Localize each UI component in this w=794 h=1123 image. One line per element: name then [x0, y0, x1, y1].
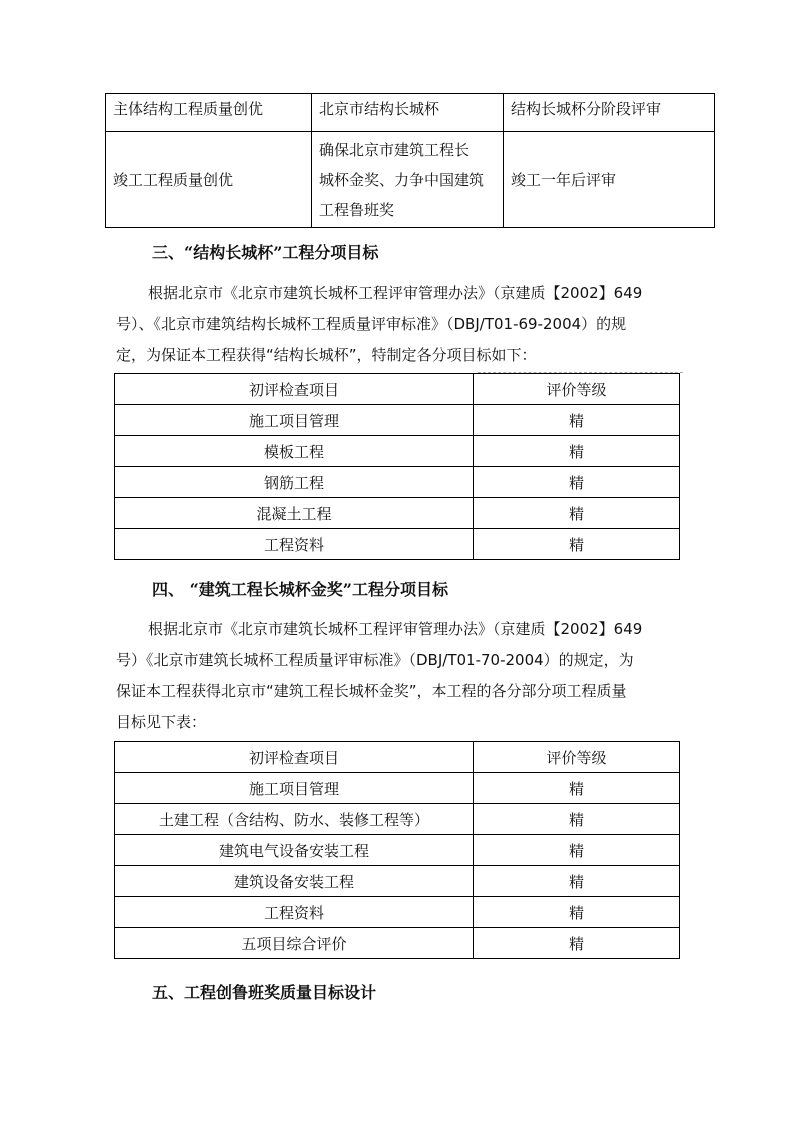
paragraph-line: 号）《北京市建筑长城杯工程质量评审标准》（DBJ/T01-70-2004）的规定，为 — [116, 651, 634, 669]
table-cell: 精 — [474, 804, 680, 835]
table-row — [106, 132, 715, 228]
table-cell: 竣工工程质量创优 — [106, 132, 312, 228]
table-cell: 模板工程 — [115, 436, 474, 467]
table-row — [115, 467, 680, 498]
table-cell: 精 — [474, 498, 680, 529]
table-cell: 竣工一年后评审 — [504, 132, 715, 228]
column-header: 初评检查项目 — [115, 374, 474, 405]
column-header: 初评检查项目 — [115, 742, 474, 773]
table-cell: 精 — [474, 897, 680, 928]
table-cell: 土建工程（含结构、防水、装修工程等） — [115, 804, 474, 835]
table-row — [115, 866, 680, 897]
table-cell: 建筑电气设备安装工程 — [115, 835, 474, 866]
paragraph-line: 目标见下表： — [116, 713, 207, 731]
table-cell: 精 — [474, 405, 680, 436]
table-cell: 钢筋工程 — [115, 467, 474, 498]
section-heading-5: 五、工程创鲁班奖质量目标设计 — [152, 983, 377, 1002]
table-header-row — [115, 742, 680, 773]
section-heading-4: 四、 “建筑工程长城杯金奖”工程分项目标 — [152, 580, 448, 599]
section-heading-3: 三、“结构长城杯”工程分项目标 — [152, 243, 379, 262]
cell-line: 城杯金奖、力争中国建筑 — [319, 170, 485, 189]
table-cell: 精 — [474, 529, 680, 560]
table-row — [115, 405, 680, 436]
table-cell-multiline — [312, 132, 504, 228]
table-row — [115, 835, 680, 866]
table-cell: 施工项目管理 — [115, 773, 474, 804]
column-header: 评价等级 — [474, 742, 680, 773]
table-row — [115, 804, 680, 835]
table-cell: 主体结构工程质量创优 — [106, 94, 312, 132]
section-paragraph-4 — [116, 614, 682, 738]
table-cell: 精 — [474, 866, 680, 897]
table-cell: 施工项目管理 — [115, 405, 474, 436]
table-cell: 精 — [474, 773, 680, 804]
paragraph-line: 定，为保证本工程获得“结构长城杯”，特制定各分项目标如下： — [116, 346, 537, 364]
table-cell: 结构长城杯分阶段评审 — [504, 94, 715, 132]
table-cell: 工程资料 — [115, 897, 474, 928]
table-cell: 混凝土工程 — [115, 498, 474, 529]
cell-line: 确保北京市建筑工程长 — [319, 140, 470, 159]
structure-grade-table — [114, 373, 680, 560]
table-cell: 工程资料 — [115, 529, 474, 560]
paragraph-line: 保证本工程获得北京市“建筑工程长城杯金奖”，本工程的各分部分项工程质量 — [116, 682, 627, 700]
section-paragraph-3 — [116, 278, 682, 371]
table-row — [115, 773, 680, 804]
table-row — [115, 498, 680, 529]
table-cell: 五项目综合评价 — [115, 928, 474, 959]
table-cell: 精 — [474, 467, 680, 498]
table-row — [115, 529, 680, 560]
table-row — [115, 436, 680, 467]
table-row — [115, 897, 680, 928]
award-goals-table — [105, 93, 715, 228]
table-cell: 精 — [474, 436, 680, 467]
table-row — [106, 94, 715, 132]
table-cell: 北京市结构长城杯 — [312, 94, 504, 132]
paragraph-line: 号）、《北京市建筑结构长城杯工程质量评审标准》（DBJ/T01-69-2004）的规 — [116, 315, 627, 333]
paragraph-line: 根据北京市《北京市建筑长城杯工程评审管理办法》（京建质【2002】649 — [148, 284, 643, 302]
table-cell: 建筑设备安装工程 — [115, 866, 474, 897]
paragraph-line: 根据北京市《北京市建筑长城杯工程评审管理办法》（京建质【2002】649 — [148, 620, 643, 638]
table-cell: 精 — [474, 835, 680, 866]
cell-line: 工程鲁班奖 — [319, 200, 395, 219]
column-header: 评价等级 — [474, 374, 680, 405]
gold-award-grade-table — [114, 741, 680, 959]
table-header-row — [115, 374, 680, 405]
table-row — [115, 928, 680, 959]
table-cell: 精 — [474, 928, 680, 959]
